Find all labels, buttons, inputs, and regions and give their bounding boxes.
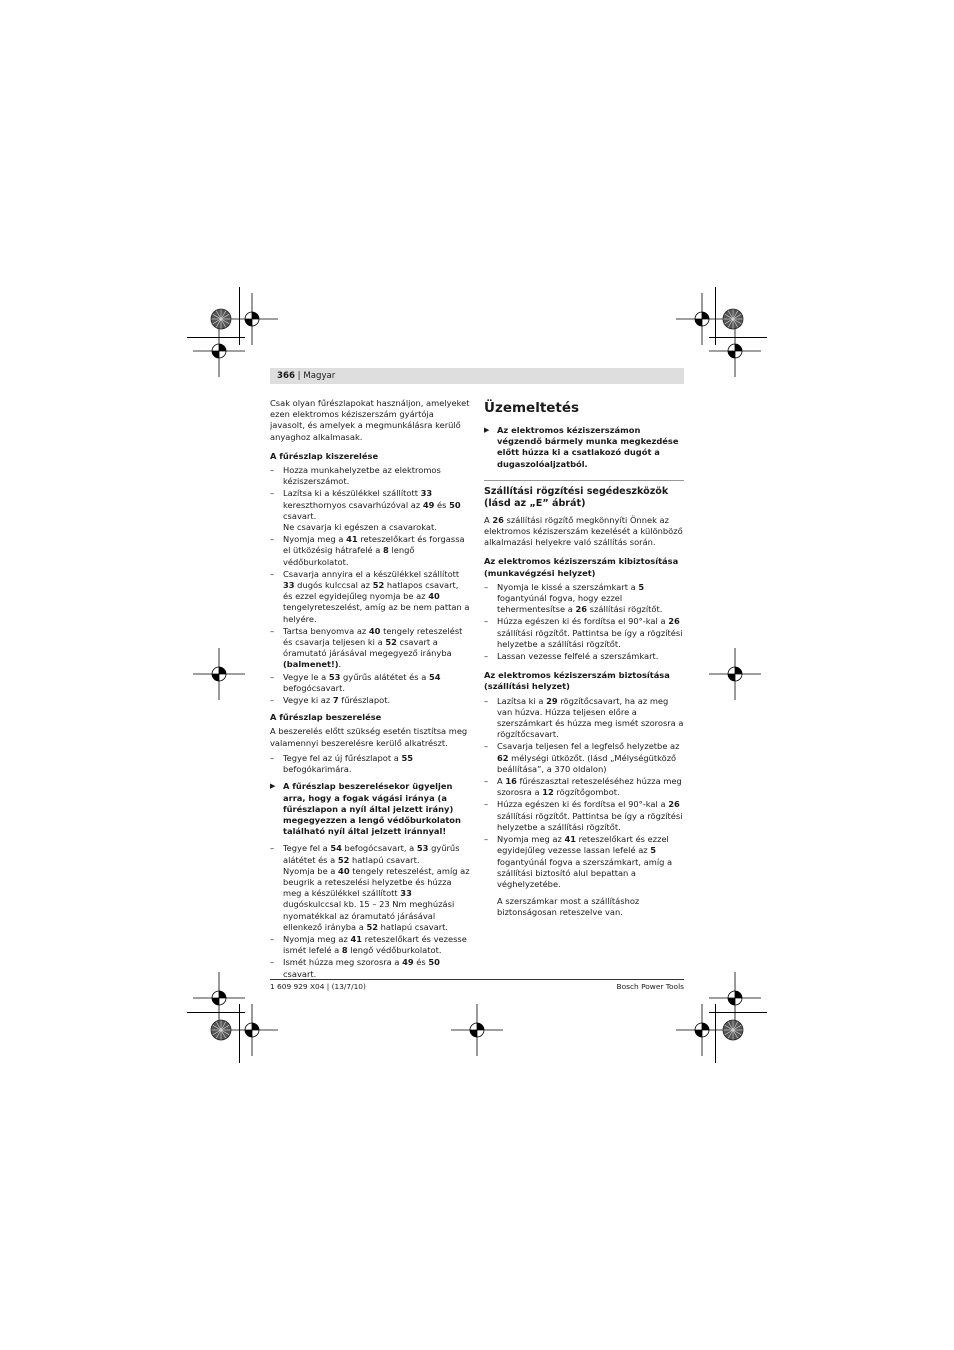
list-item: – Nyomja meg a 41 reteszelőkart és forgassa el ütközésig hátrafelé a 8 lengő védőburkolatot. <box>270 534 470 568</box>
list-item: – Húzza egészen ki és fordítsa el 90°-kal a 26 szállítási rögzítőt. Pattintsa be így a rögzítési helyzetbe a szállítási rögzítőt. <box>484 799 684 833</box>
list-item: – Ismét húzza meg szorosra a 49 és 50 csavart. <box>270 957 470 979</box>
list-item: – A 16 fűrészasztal reteszeléséhez húzza meg szorosra a 12 rögzítőgombot. <box>484 776 684 798</box>
list-item: – Hozza munkahelyzetbe az elektromos kéziszerszámot. <box>270 465 470 487</box>
page-header <box>277 370 335 382</box>
list-item: – Tartsa benyomva az 40 tengely reteszelést és csavarja teljesen ki a 52 csavart a óramutató járásával megegyező irányba (balmenet!). <box>270 626 470 671</box>
install-list-1 <box>270 753 470 775</box>
page-header-bar <box>270 368 684 384</box>
registration-mark-icon <box>705 644 765 704</box>
unlock-heading: Az elektromos kéziszerszám kibiztosítása (munkavégzési helyzet) <box>484 556 679 578</box>
install-heading: A fűrészlap beszerelése <box>270 712 382 723</box>
list-item: – Vegye le a 53 gyűrűs alátétet és a 54 befogócsavart. <box>270 672 470 694</box>
removal-heading: A fűrészlap kiszerelése <box>270 450 379 461</box>
header-separator: | <box>294 371 304 381</box>
crop-line <box>187 337 245 338</box>
page-number: 366 <box>277 371 295 381</box>
intro-paragraph: Csak olyan fűrészlapokat használjon, amelyeket ezen elektromos kéziszerszám gyártója javasolt, és amelyek a megmunkálásra kerülő anyaghoz alkalmasak. <box>270 398 470 442</box>
list-item: – Nyomja meg az 41 reteszelőkart és vezesse ismét lefelé a 8 lengő védőburkolatot. <box>270 934 470 956</box>
crop-line <box>709 1012 767 1013</box>
list-item: – Csavarja annyira el a készülékkel szállított 33 dugós kulccsal az 52 hatlapos csavart, és ezzel egyidejűleg nyomja be az 40 tengelyreteszelést, amíg az be nem pattan a helyére. <box>270 569 470 625</box>
list-item: – Lassan vezesse felfelé a szerszámkart. <box>484 651 684 662</box>
list-item: – Nyomja le kissé a szerszámkart a 5 fogantyúnál fogva, hogy ezzel tehermentesítse a 26 szállítási rögzítőt. <box>484 582 684 616</box>
registration-mark-icon <box>447 1000 507 1060</box>
header-language: Magyar <box>303 371 336 381</box>
removal-list <box>270 465 470 706</box>
warning-arrow-icon: ▶ <box>270 782 276 791</box>
list-item: – Vegye ki az 7 fűrészlapot. <box>270 695 470 706</box>
footer-brand: Bosch Power Tools <box>616 982 684 991</box>
unlock-list <box>484 582 684 662</box>
lock-note: A szerszámkar most a szállításhoz biztonságosan reteszelve van. <box>497 896 640 918</box>
left-column <box>270 398 470 986</box>
operation-warning: ▶ Az elektromos kéziszerszámon végzendő bármely munka megkezdése előtt húzza ki a csatlakozó dugót a dugaszolóaljzatból. <box>484 425 679 469</box>
section-divider <box>484 480 684 481</box>
install-intro: A beszerelés előtt szükség esetén tisztítsa meg valamennyi beszerelésre kerülő alkatrészt. <box>270 726 468 748</box>
removal-note: Ne csavarja ki egészen a csavarokat. <box>283 522 437 533</box>
color-dial-icon <box>721 307 745 331</box>
list-item: – Tegye fel a 54 befogócsavart, a 53 gyűrűs alátétet és a 52 hatlapú csavart. Nyomja be a 40 tengely reteszelést, amíg az beugrik a reteszelési helyzetbe és húzza meg a készülékkel szállított 33 dugóskulccsal kb. 15 – 23 Nm meghúzási nyomatékkal az óramutató járásával ellenkező irányba a 52 hatlapú csavart. <box>270 843 470 933</box>
transport-title: Szállítási rögzítési segédeszközök (lásd az „E” ábrát) <box>484 485 669 509</box>
list-item: – Lazítsa ki a készülékkel szállított 33 kereszthornyos csavarhúzóval az 49 és 50 csavart. Ne csavarja ki egészen a csavarokat. <box>270 488 470 533</box>
section-title: Üzemeltetés <box>484 400 580 416</box>
footer-rule <box>270 979 684 980</box>
lock-list <box>484 696 684 890</box>
color-dial-icon <box>721 1018 745 1042</box>
list-item: – Tegye fel az új fűrészlapot a 55 befogókarimára. <box>270 753 470 775</box>
install-warning: ▶ A fűrészlap beszerelésekor ügyeljen arra, hogy a fogak vágási iránya (a fűrészlapon a nyíl által jelzett irány) megegyezzen a lengő védőburkolaton található nyíl által jelzett iránnyal! <box>270 781 461 837</box>
right-column <box>484 398 684 921</box>
footer-doc-number: 1 609 929 X04 | (13/7/10) <box>270 982 366 991</box>
list-item: – Csavarja teljesen fel a legfelső helyzetbe az 62 mélységi ütközőt. (lásd „Mélységütköző beállítása”, a 370 oldalon) <box>484 741 684 775</box>
transport-intro: A 26 szállítási rögzítő megkönnyíti Önnek az elektromos kéziszerszám kezelését a különböző alkalmazási helyekre való szállítás során. <box>484 514 683 548</box>
color-dial-icon <box>209 1018 233 1042</box>
warning-arrow-icon: ▶ <box>484 426 490 434</box>
color-dial-icon <box>209 307 233 331</box>
install-list-2 <box>270 843 470 979</box>
list-item: – Nyomja meg az 41 reteszelőkart és ezzel egyidejűleg vezesse lassan lefelé az 5 fogantyúnál fogva a szerszámkart, amíg a szállítási biztosító alul bepattan a véghelyzetébe. <box>484 834 684 890</box>
lock-heading: Az elektromos kéziszerszám biztosítása (szállítási helyzet) <box>484 670 670 692</box>
list-item: – Húzza egészen ki és fordítsa el 90°-kal a 26 szállítási rögzítőt. Pattintsa be így a rögzítési helyzetbe a szállítási rögzítőt. <box>484 616 684 650</box>
list-item: – Lazítsa ki a 29 rögzítőcsavart, ha az meg van húzva. Húzza teljesen előre a szerszámkart és húzza meg ismét szorosra a rögzítőcsavart. <box>484 696 684 741</box>
registration-mark-icon <box>189 644 249 704</box>
crop-line <box>709 337 767 338</box>
crop-line <box>187 1012 245 1013</box>
